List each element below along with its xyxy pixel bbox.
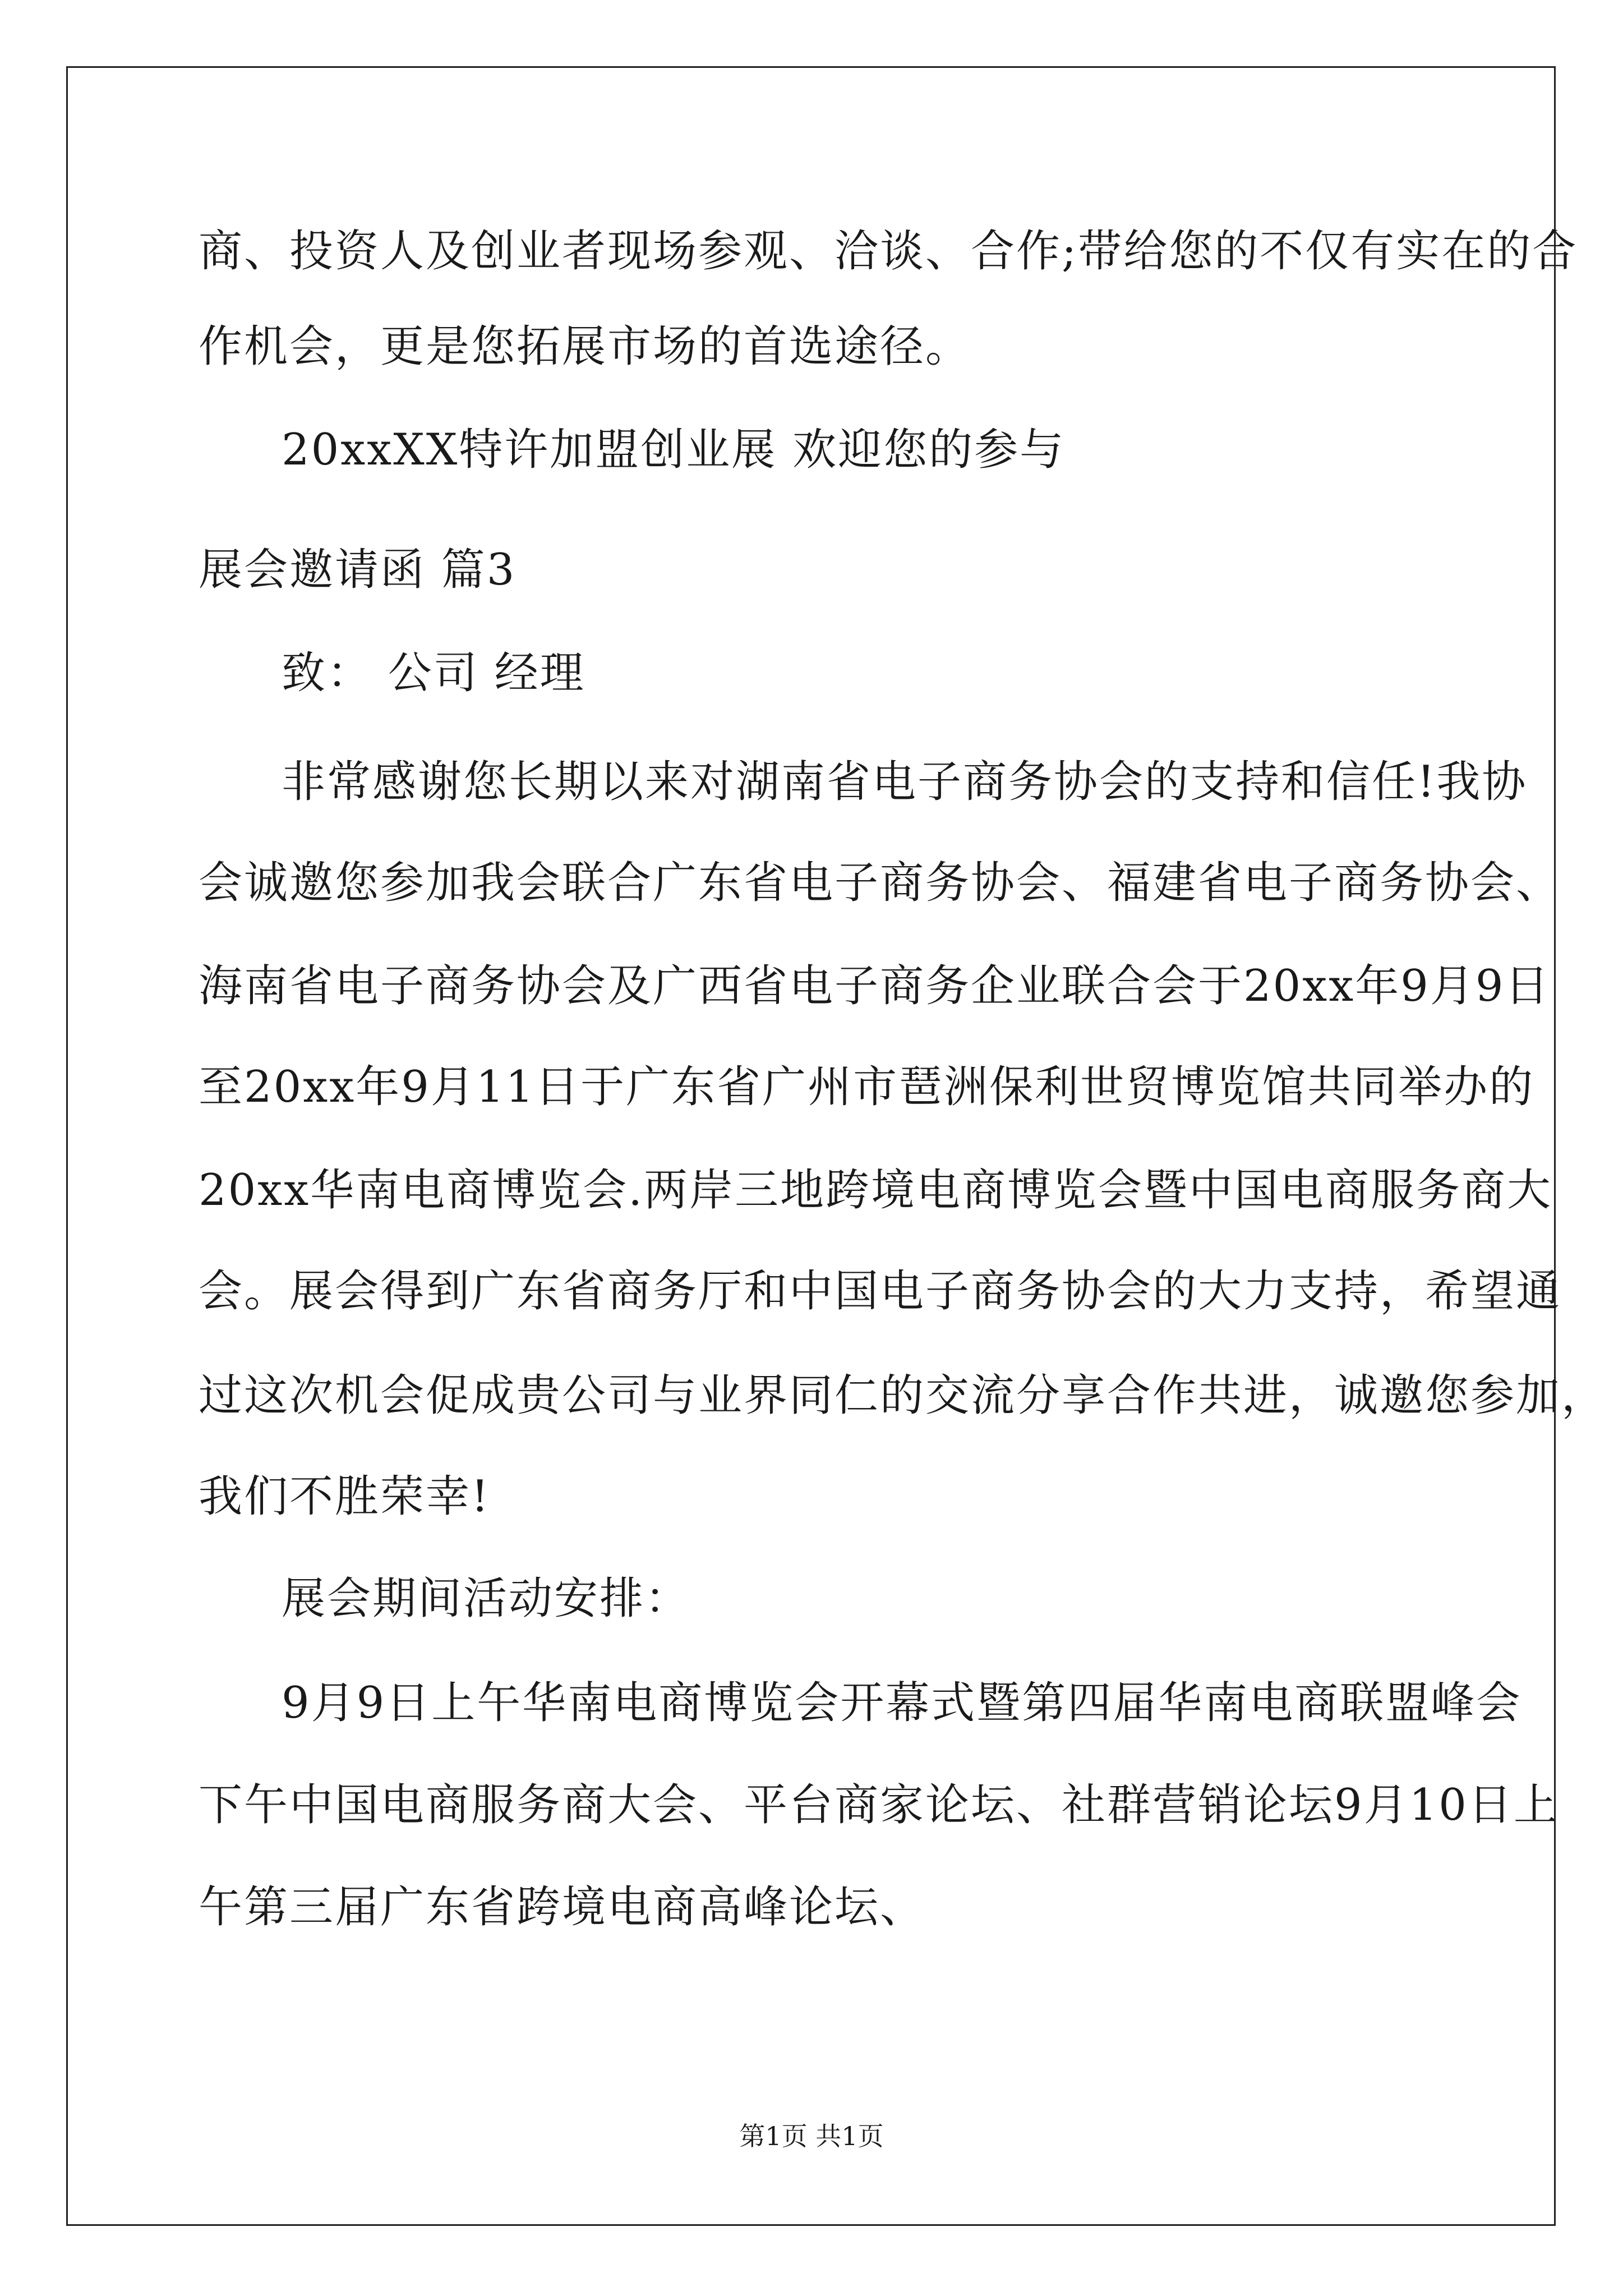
text-line: 海南省电子商务协会及广西省电子商务企业联合会于20xx年9月9日 bbox=[199, 961, 1551, 1011]
text-line: 午第三届广东省跨境电商高峰论坛、 bbox=[199, 1882, 926, 1932]
text-line: 至20xx年9月11日于广东省广州市琶洲保利世贸博览馆共同举办的 bbox=[199, 1062, 1535, 1112]
text-line: 我们不胜荣幸! bbox=[199, 1471, 491, 1522]
section-heading: 展会邀请函 篇3 bbox=[199, 545, 517, 595]
text-line: 会诚邀您参加我会联合广东省电子商务协会、福建省电子商务协会、 bbox=[199, 858, 1562, 908]
text-line: 20xx华南电商博览会.两岸三地跨境电商博览会暨中国电商服务商大 bbox=[199, 1165, 1553, 1216]
page-footer: 第1页 共1页 bbox=[739, 2121, 884, 2151]
text-line: 作机会，更是您拓展市场的首选途径。 bbox=[199, 321, 971, 372]
text-line: 过这次机会促成贵公司与业界同仁的交流分享合作共进，诚邀您参加， bbox=[199, 1370, 1607, 1421]
text-line: 会。展会得到广东省商务厅和中国电子商务协会的大力支持，希望通 bbox=[199, 1266, 1562, 1317]
text-line: 下午中国电商服务商大会、平台商家论坛、社群营销论坛9月10日上 bbox=[199, 1780, 1559, 1830]
text-line: 非常感谢您长期以来对湖南省电子商务协会的支持和信任!我协 bbox=[282, 757, 1528, 807]
salutation: 致： 公司 经理 bbox=[282, 648, 585, 698]
text-line: 展会期间活动安排： bbox=[282, 1573, 691, 1624]
text-line: 商、投资人及创业者现场参观、洽谈、合作;带给您的不仅有实在的合 bbox=[199, 226, 1578, 277]
text-line: 20xxXX特许加盟创业展 欢迎您的参与 bbox=[282, 425, 1066, 475]
text-line: 9月9日上午华南电商博览会开幕式暨第四届华南电商联盟峰会 bbox=[282, 1678, 1522, 1728]
